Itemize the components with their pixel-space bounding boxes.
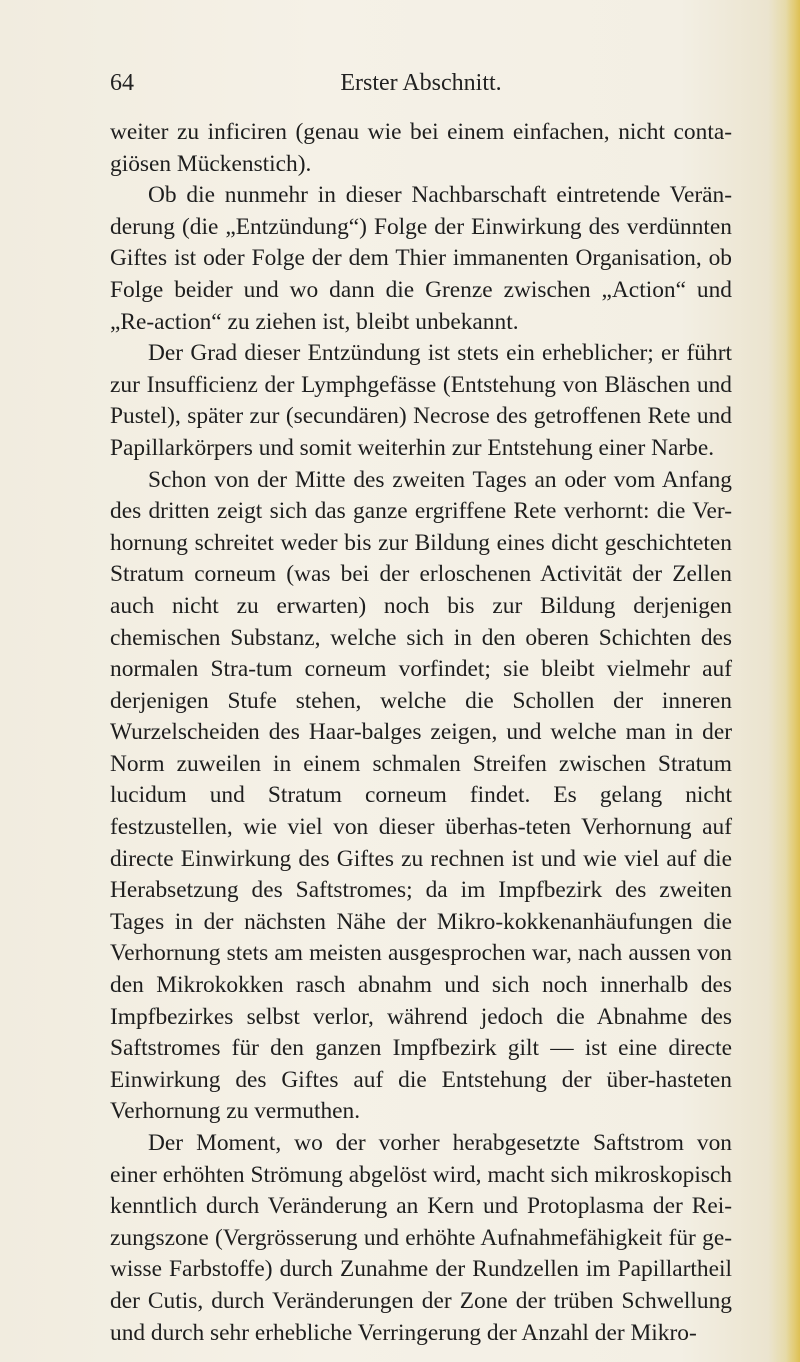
paragraph-2: Ob die nunmehr in dieser Nachbarschaft eintretende Verän-derung (die „Entzündung“) Folge der Einwirkung des verdünnten Giftes ist oder Folge der dem Thier immanenten Organisation, ob Folge beider und wo dann die Grenze zwischen „Action“ und „Re-action“ zu ziehen ist, bleibt unbekannt. [110, 182, 732, 335]
body-text [110, 117, 732, 1349]
page-edge-shading [786, 0, 800, 1362]
page-number: 64 [110, 70, 134, 96]
paragraph-5: Der Moment, wo der vorher herabgesetzte Saftstrom von einer erhöhten Strömung abgelöst wird, macht sich mikroskopisch kenntlich durch Veränderung an Kern und Protoplasma der Rei-zungszone (Vergrösserung und erhöhte Aufnahmefähigkeit für ge-wisse Farbstoffe) durch Zunahme der Rundzellen im Papillartheil der Cutis, durch Veränderungen der Zone der trüben Schwellung und durch sehr erhebliche Verringerung der Anzahl der Mikro- [110, 1130, 732, 1346]
paragraph-1: weiter zu inficiren (genau wie bei einem einfachen, nicht conta-giösen Mückenstich). [110, 119, 732, 177]
paragraph-4: Schon von der Mitte des zweiten Tages an oder vom Anfang des dritten zeigt sich das ganze ergriffene Rete verhornt: die Ver-hornung schreitet weder bis zur Bildung eines dicht geschichteten Stratum corneum (was bei der erloschenen Activität der Zellen auch nicht zu erwarten) noch bis zur Bildung derjenigen chemischen Substanz, welche sich in den oberen Schichten des normalen Stra-tum corneum vorfindet; sie bleibt vielmehr auf derjenigen Stufe stehen, welche die Schollen der inneren Wurzelscheiden des Haar-balges zeigen, und welche man in der Norm zuweilen in einem schmalen Streifen zwischen Stratum lucidum und Stratum corneum findet. Es gelang nicht festzustellen, wie viel von dieser überhas-teten Verhornung auf directe Einwirkung des Giftes zu rechnen ist und wie viel auf die Herabsetzung des Saftstromes; da im Impfbezirk des zweiten Tages in der nächsten Nähe der Mikro-kokkenanhäufungen die Verhornung stets am meisten ausgesprochen war, nach aussen von den Mikrokokken rasch abnahm und sich noch innerhalb des Impfbezirkes selbst verlor, während jedoch die Abnahme des Saftstromes für den ganzen Impfbezirk gilt — ist eine directe Einwirkung des Giftes auf die Entstehung der über-hasteten Verhornung zu vermuthen. [110, 466, 732, 1125]
paragraph-3: Der Grad dieser Entzündung ist stets ein erheblicher; er führt zur Insufficienz der Lymphgefässe (Entstehung von Bläschen und Pustel), später zur (secundären) Necrose des getroffenen Rete und Papillarkörpers und somit weiterhin zur Entstehung einer Narbe. [110, 340, 732, 461]
running-title: Erster Abschnitt. [340, 70, 502, 96]
page-header [110, 70, 732, 100]
